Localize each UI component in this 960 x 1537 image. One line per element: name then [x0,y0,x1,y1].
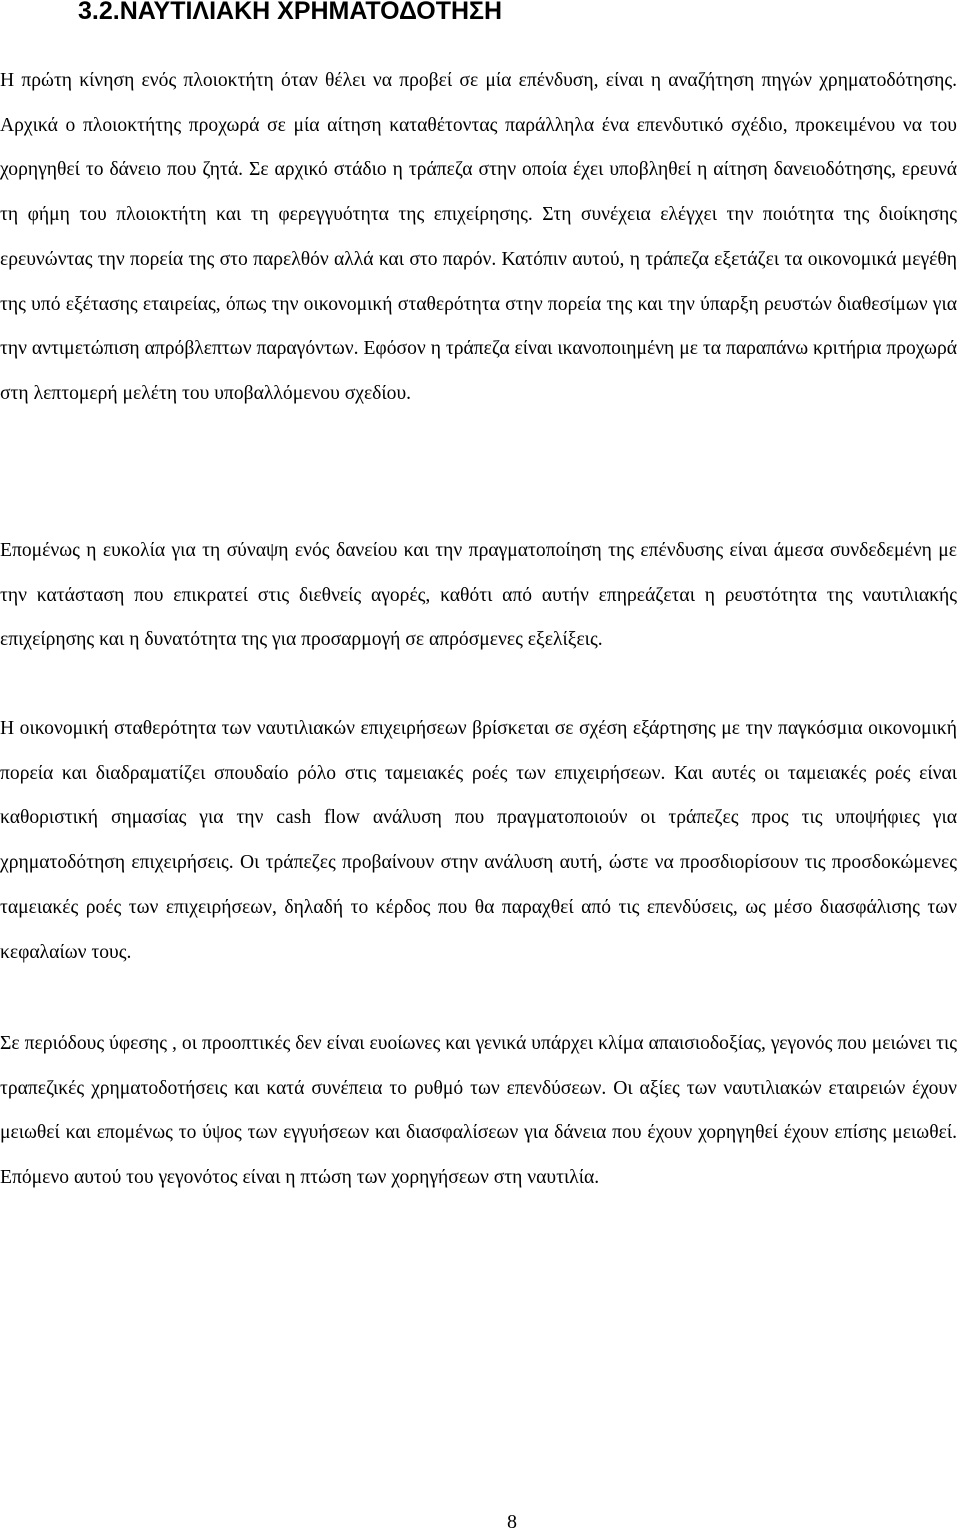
paragraph-cash-flow-analysis: Η οικονομική σταθερότητα των ναυτιλιακών επιχειρήσεων βρίσκεται σε σχέση εξάρτησης με την παγκόσμια οικονομική πορεία και διαδραματίζει σπουδαίο ρόλο στις ταμειακές ροές των επιχειρήσεων. Και αυτές οι ταμειακές ροές είναι καθοριστική σημασίας για την cash flow ανάλυση που πραγματοποιούν οι τράπεζες προς τις υποψήφιες για χρηματοδότηση επιχειρήσεις. Οι τράπεζες προβαίνουν στην ανάλυση αυτή, ώστε να προσδιορίσουν τις προσδοκώμενες ταμειακές ροές των επιχειρήσεων, δηλαδή το κέρδος που θα παραχθεί από τις επενδύσεις, ως μέσο διασφάλισης των κεφαλαίων τους. [0,718,957,963]
paragraph-financing-process: Η πρώτη κίνηση ενός πλοιοκτήτη όταν θέλει να προβεί σε μία επένδυση, είναι η αναζήτηση πηγών χρηματοδότησης. Αρχικά ο πλοιοκτήτης προχωρά σε μία αίτηση καταθέτοντας παράλληλα ένα επενδυτικό σχέδιο, προκειμένου να του χορηγηθεί το δάνειο που ζητά. Σε αρχικό στάδιο η τράπεζα στην οποία έχει υποβληθεί η αίτηση δανειοδότησης, ερευνά τη φήμη του πλοιοκτήτη και τη φερεγγυότητα της επιχείρησης. Στη συνέχεια ελέγχει την ποιότητα της διοίκησης ερευνώντας την πορεία της στο παρελθόν αλλά και στο παρόν. Κατόπιν αυτού, η τράπεζα εξετάζει τα οικονομικά μεγέθη της υπό εξέτασης εταιρείας, όπως την οικονομική σταθερότητα στην πορεία της και την ύπαρξη ρευστών διαθεσίμων για την αντιμετώπιση απρόβλεπτων παραγόντων. Εφόσον η τράπεζα είναι ικανοποιημένη με τα παραπάνω κριτήρια προχωρά στη λεπτομερή μελέτη του υποβαλλόμενου σχεδίου. [0,70,957,404]
section-heading: 3.2.ΝΑΥΤΙΛΙΑΚΗ ΧΡΗΜΑΤΟΔΟΤΗΣΗ [78,0,503,25]
paragraph-market-conditions: Επομένως η ευκολία για τη σύναψη ενός δανείου και την πραγματοποίηση της επένδυσης είναι άμεσα συνδεδεμένη με την κατάσταση που επικρατεί στις διεθνείς αγορές, καθότι από αυτήν επηρεάζεται η ρευστότητα της ναυτιλιακής επιχείρησης και η δυνατότητα της για προσαρμογή σε απρόσμενες εξελίξεις. [0,540,957,651]
paragraph-recession-effects: Σε περιόδους ύφεσης , οι προοπτικές δεν είναι ευοίωνες και γενικά υπάρχει κλίμα απαισιοδοξίας, γεγονός που μειώνει τις τραπεζικές χρηματοδοτήσεις και κατά συνέπεια το ρυθμό των επενδύσεων. Οι αξίες των ναυτιλιακών εταιρειών έχουν μειωθεί και επομένως το ύψος των εγγυήσεων και διασφαλίσεων για δάνεια που έχουν χορηγηθεί έχουν επίσης μειωθεί. Επόμενο αυτού του γεγονότος είναι η πτώση των χορηγήσεων στη ναυτιλία. [0,1033,957,1189]
page-number: 8 [507,1511,517,1533]
